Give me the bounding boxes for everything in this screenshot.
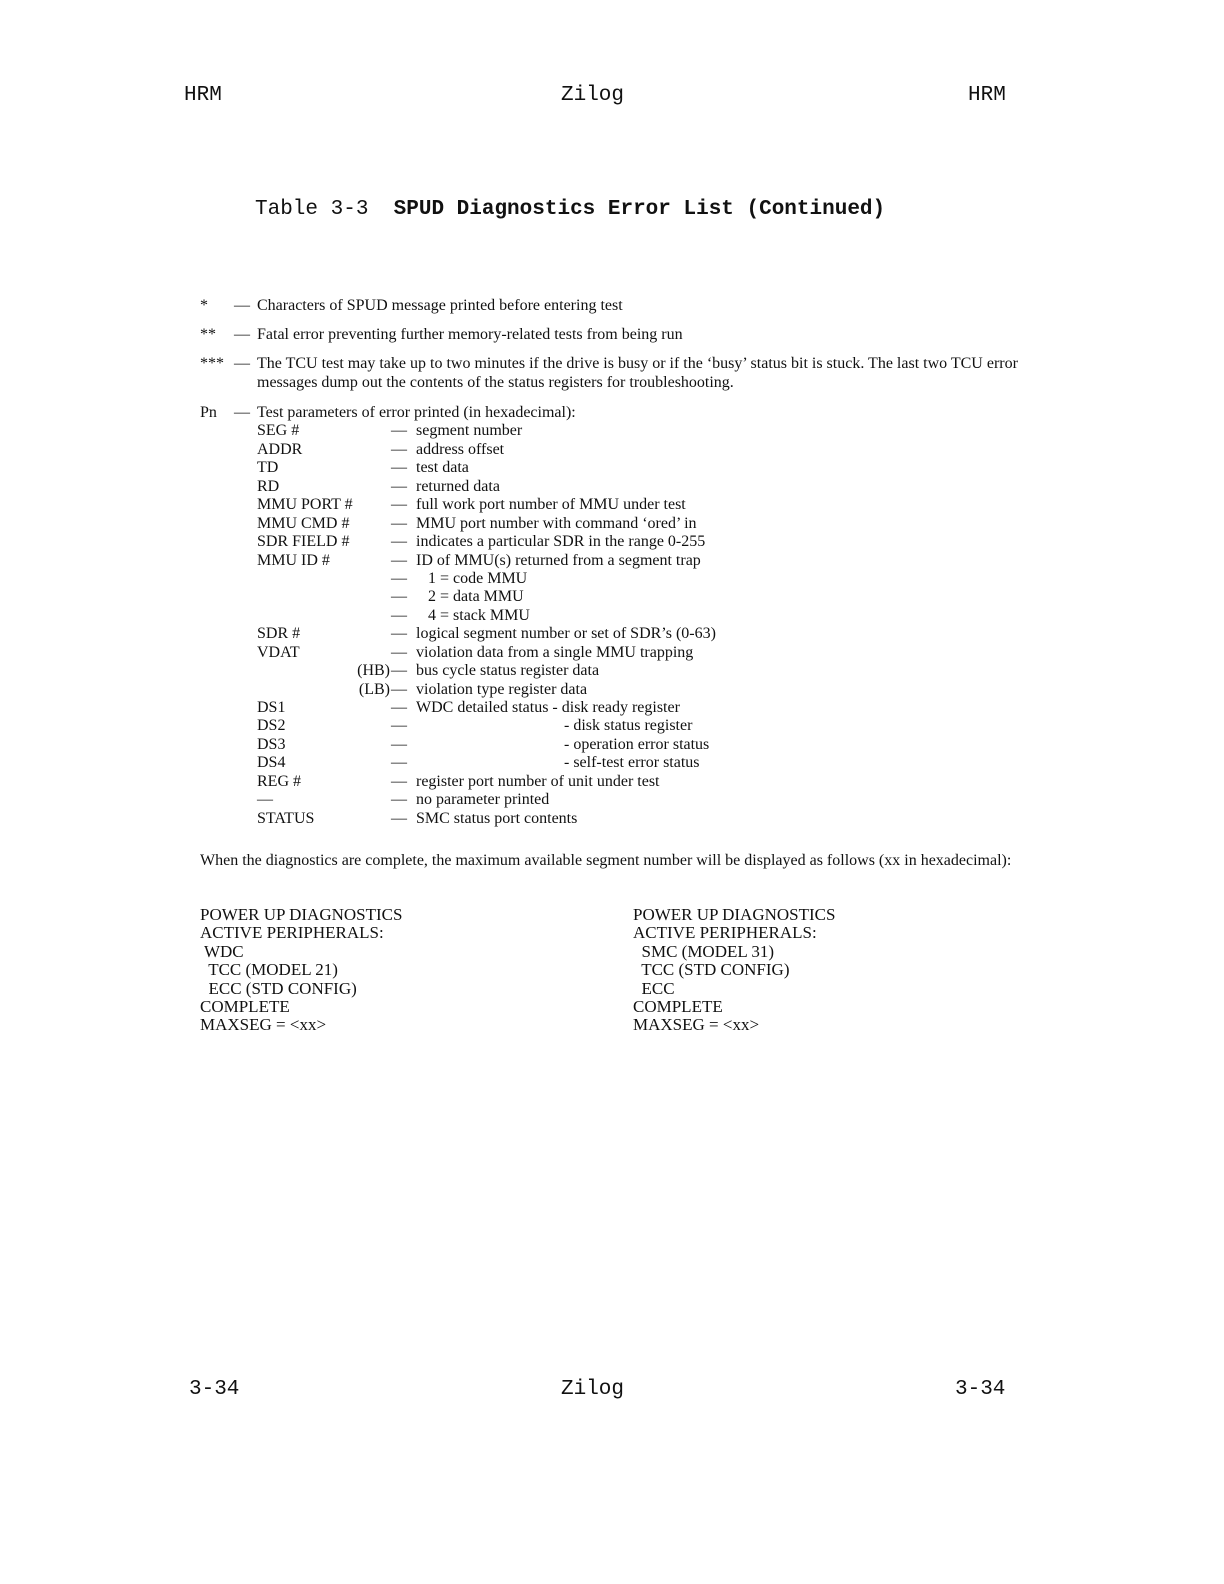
footnotes — [200, 296, 1030, 402]
parameter-description: test data — [416, 459, 469, 477]
parameter-name: MMU PORT # — [257, 496, 353, 514]
parameter-row — [200, 496, 900, 514]
parameter-row — [200, 478, 900, 496]
parameter-row — [200, 699, 900, 717]
diagnostics-line: ECC (STD CONFIG) — [200, 978, 357, 998]
footnote-dash: — — [234, 297, 250, 314]
parameter-name: DS3 — [257, 735, 286, 753]
parameter-rows — [200, 422, 900, 828]
parameter-row — [200, 607, 900, 625]
diagnostics-line: TCC (MODEL 21) — [200, 960, 338, 980]
parameter-dash: — — [391, 551, 407, 569]
parameter-row — [200, 717, 900, 735]
completion-paragraph: When the diagnostics are complete, the maximum available segment number will be displayed as follows (xx in hexadecimal): — [200, 852, 1012, 869]
parameter-description: full work port number of MMU under test — [416, 496, 686, 514]
parameter-mark: Pn — [200, 404, 217, 421]
parameter-dash: — — [391, 477, 407, 495]
diagnostics-line: MAXSEG = <xx> — [633, 1015, 760, 1035]
parameter-name: SDR # — [257, 625, 301, 643]
parameter-subfield: (LB) — [358, 680, 390, 698]
parameter-description: 4 = stack MMU — [416, 606, 530, 624]
parameter-dash: — — [391, 809, 407, 827]
parameter-description: WDC detailed status - disk ready register — [416, 699, 680, 717]
footnote-text: The TCU test may take up to two minutes if the drive is busy or if the ‘busy’ status bit is stuck. The last two TCU error messages dump out the contents of the status registers for troubleshooting. — [257, 355, 1018, 391]
parameter-row — [200, 625, 900, 643]
diagnostics-line: POWER UP DIAGNOSTICS — [200, 905, 403, 924]
parameter-row — [200, 662, 900, 680]
footer-right: 3-34 — [955, 1378, 1006, 1401]
parameter-row — [200, 810, 900, 828]
parameter-description: violation type register data — [416, 680, 588, 698]
diagnostics-line: MAXSEG = <xx> — [200, 1015, 327, 1035]
footer-left: 3-34 — [189, 1378, 240, 1401]
parameter-row — [200, 570, 900, 588]
footnote-mark: ** — [200, 326, 216, 343]
diagnostics-line: COMPLETE — [200, 997, 290, 1017]
parameter-name: STATUS — [257, 809, 315, 827]
parameter-description: register port number of unit under test — [416, 772, 660, 790]
parameter-name: DS4 — [257, 754, 286, 772]
diagnostics-output-left — [200, 906, 402, 1035]
parameter-name: VDAT — [257, 643, 300, 661]
parameter-name: SDR FIELD # — [257, 533, 350, 551]
parameter-description: logical segment number or set of SDR’s (0-63) — [416, 625, 716, 643]
parameter-row — [200, 791, 900, 809]
parameter-description: MMU port number with command ‘ored’ in — [416, 514, 697, 532]
parameter-dash: — — [391, 588, 407, 606]
parameter-dash: — — [234, 404, 250, 421]
footnote — [200, 325, 1030, 344]
diagnostics-line: COMPLETE — [633, 997, 723, 1017]
parameter-row — [200, 459, 900, 477]
parameter-row — [200, 533, 900, 551]
parameter-intro-text: Test parameters of error printed (in hexadecimal): — [257, 404, 576, 421]
diagnostics-output-right — [633, 906, 835, 1035]
parameter-row — [200, 441, 900, 459]
parameter-name: REG # — [257, 772, 301, 790]
diagnostics-line: TCC (STD CONFIG) — [633, 960, 790, 980]
diagnostics-line: ACTIVE PERIPHERALS: — [200, 923, 384, 943]
parameter-dash: — — [391, 606, 407, 624]
parameter-subfield: (HB) — [357, 662, 390, 680]
parameter-dash: — — [391, 422, 407, 440]
parameter-row — [200, 588, 900, 606]
parameter-name: TD — [257, 459, 279, 477]
parameter-description: - self-test error status — [416, 754, 700, 772]
table-title-main: SPUD Diagnostics Error List (Continued) — [393, 198, 886, 221]
footnote-mark: *** — [200, 355, 224, 372]
footnote-text: Characters of SPUD message printed before entering test — [257, 297, 623, 314]
parameter-description: no parameter printed — [416, 791, 550, 809]
parameter-name: ADDR — [257, 440, 303, 458]
parameter-row — [200, 754, 900, 772]
parameter-row — [200, 681, 900, 699]
footnote — [200, 296, 1030, 315]
parameter-dash: — — [391, 569, 407, 587]
header-center: Zilog — [561, 84, 625, 107]
parameter-description: 2 = data MMU — [416, 588, 524, 606]
header-right: HRM — [968, 84, 1006, 107]
parameter-description: 1 = code MMU — [416, 569, 528, 587]
parameter-name: SEG # — [257, 422, 300, 440]
footnote — [200, 354, 1030, 392]
parameter-dash: — — [391, 514, 407, 532]
parameter-name: DS2 — [257, 717, 286, 735]
diagnostics-line: SMC (MODEL 31) — [633, 941, 775, 961]
parameter-dash: — — [391, 735, 407, 753]
parameter-description: violation data from a single MMU trapping — [416, 643, 694, 661]
parameter-description: - disk status register — [416, 717, 693, 735]
parameter-dash: — — [391, 680, 407, 698]
parameter-dash: — — [391, 772, 407, 790]
footnote-text: Fatal error preventing further memory-related tests from being run — [257, 326, 683, 343]
parameter-intro — [200, 404, 900, 422]
parameter-list — [200, 404, 900, 828]
parameter-name: DS1 — [257, 699, 286, 717]
parameter-description: indicates a particular SDR in the range 0-255 — [416, 533, 706, 551]
table-title-prefix: Table 3-3 — [255, 198, 369, 221]
parameter-dash: — — [391, 496, 407, 514]
parameter-description: returned data — [416, 477, 500, 495]
parameter-row — [200, 552, 900, 570]
parameter-dash: — — [391, 625, 407, 643]
parameter-name: RD — [257, 477, 280, 495]
parameter-description: bus cycle status register data — [416, 662, 600, 680]
parameter-dash: — — [391, 791, 407, 809]
diagnostics-line: ECC — [633, 978, 675, 998]
parameter-row — [200, 736, 900, 754]
parameter-row — [200, 644, 900, 662]
parameter-dash: — — [391, 717, 407, 735]
footnote-dash: — — [234, 355, 250, 372]
parameter-dash: — — [391, 662, 407, 680]
diagnostics-line: WDC — [200, 941, 244, 961]
parameter-name: — — [257, 791, 273, 809]
parameter-dash: — — [391, 440, 407, 458]
parameter-row — [200, 422, 900, 440]
diagnostics-line: POWER UP DIAGNOSTICS — [633, 905, 836, 924]
header-left: HRM — [184, 84, 222, 107]
parameter-description: address offset — [416, 440, 505, 458]
parameter-dash: — — [391, 533, 407, 551]
footer-center: Zilog — [561, 1378, 625, 1401]
parameter-description: - operation error status — [416, 735, 710, 753]
parameter-description: segment number — [416, 422, 523, 440]
parameter-name: MMU ID # — [257, 551, 330, 569]
table-title — [255, 198, 885, 221]
parameter-dash: — — [391, 699, 407, 717]
parameter-description: SMC status port contents — [416, 809, 578, 827]
parameter-dash: — — [391, 754, 407, 772]
parameter-row — [200, 773, 900, 791]
diagnostics-line: ACTIVE PERIPHERALS: — [633, 923, 817, 943]
footnote-dash: — — [234, 326, 250, 343]
parameter-dash: — — [391, 459, 407, 477]
parameter-dash: — — [391, 643, 407, 661]
parameter-row — [200, 515, 900, 533]
parameter-name: MMU CMD # — [257, 514, 350, 532]
parameter-description: ID of MMU(s) returned from a segment trap — [416, 551, 701, 569]
footnote-mark: * — [200, 297, 208, 314]
